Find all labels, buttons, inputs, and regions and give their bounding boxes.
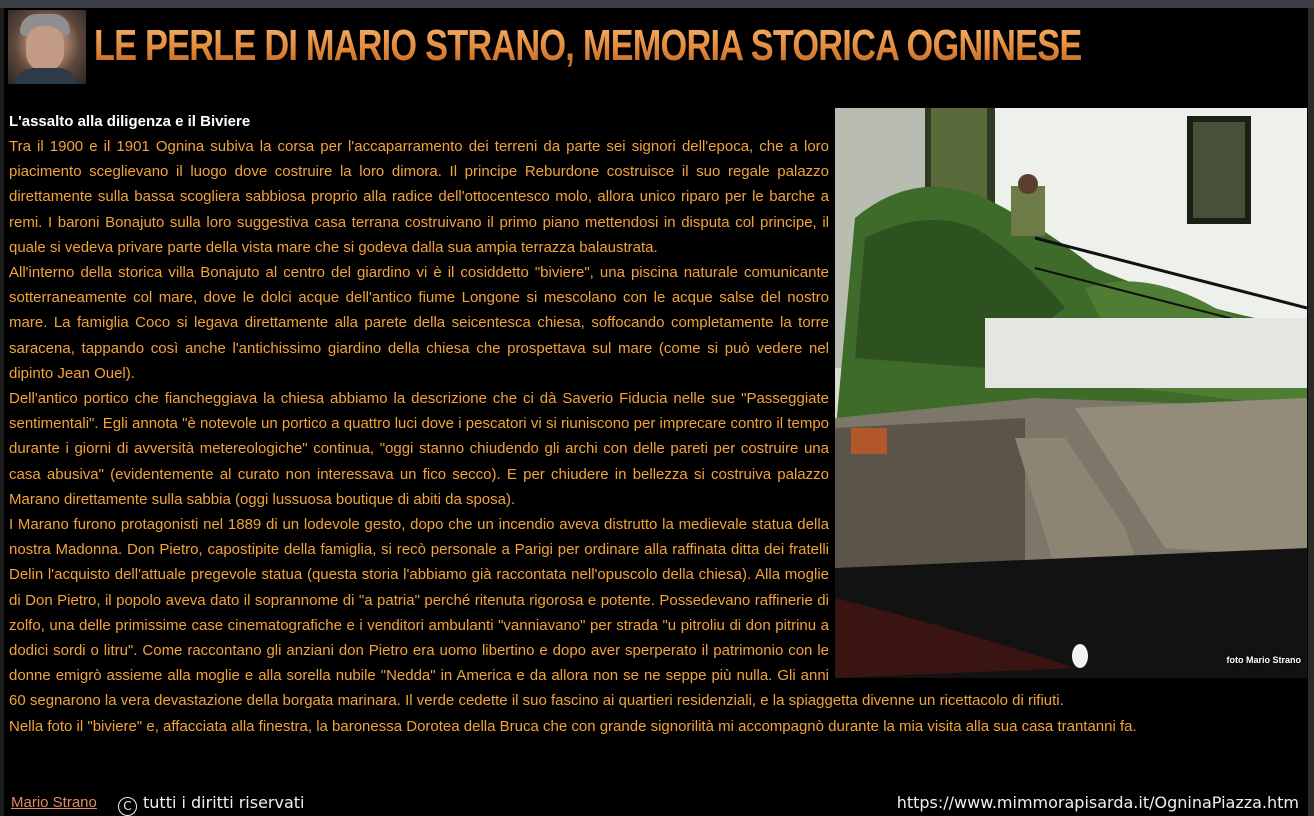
article-body <box>9 134 1307 739</box>
article-paragraph: I Marano furono protagonisti nel 1889 di un lodevole gesto, dopo che un incendio aveva distrutto la medievale statua della nostra Madonna. Don Pietro, capostipite della famiglia, si recò personale a Parigi per ordinare alla raffinata ditta dei fratelli Delin l'acquisto dell'attuale pregevole statua (questa storia l'abbiamo già raccontata nell'opuscolo della chiesa). Alla moglie di Don Pietro, il popolo aveva dato il soprannome di "a patria" perché ritenuta rigorosa e potente. Possedevano raffinerie di zolfo, una delle primissime case cinematografiche e i venditori ambulanti "vanniavano" per strada "u pitroliu di don pitrinu a dodici sordi o litru". Come raccontano gli anziani don Pietro era uomo libertino e dopo aver sperperato il patrimonio con le donne emigrò assieme alla moglie e alla sorella nubile "Nedda" in America e da allora non se ne seppe più nulla. Gli anni 60 segnarono la vera devastazione della borgata marinara. Il verde cedette il suo fascino ai quartieri residenziali, e la spiaggetta divenne un ricettacolo di rifiuti. <box>9 516 1064 710</box>
rights-text: tutti i diritti riservati <box>143 793 305 812</box>
banner-title: LE PERLE DI MARIO STRANO, MEMORIA STORICA OGNINESE <box>94 16 1081 76</box>
page-footer <box>0 790 1314 816</box>
article-paragraph: All'interno della storica villa Bonajuto al centro del giardino vi è il cosiddetto "biviere", una piscina naturale comunicante sotterraneamente col mare, dove le dolci acque dell'antico fiume Longone si mescolano con le acque salse del nostro mare. La famiglia Coco si legava direttamente alla parete della seicentesca chiesa, soffocando completamente la torre saracena, tappando così anche l'antichissimo giardino della chiesa che prospettava sul mare (come si può vedere nel dipinto Jean Ouel). <box>9 264 829 382</box>
window-left-edge <box>0 8 4 816</box>
article-paragraph: Nella foto il "biviere" e, affacciata alla finestra, la baronessa Dorotea della Bruca che con grande signorilità mi accompagnò durante la mia visita alla sua casa trantanni fa. <box>9 717 1137 735</box>
article-title: L'assalto alla diligenza e il Biviere <box>9 113 251 130</box>
copyright-icon: C <box>118 797 137 816</box>
biviere-photo-illustration <box>835 108 1307 678</box>
photo-credit: foto Mario Strano <box>1226 654 1301 665</box>
article-paragraph: Tra il 1900 e il 1901 Ognina subiva la corsa per l'accaparramento dei terreni da parte sei signori dell'epoca, che a loro piacimento sceglievano il luogo dove costruire la loro dimora. Il principe Reburdone costruisce il suo regale palazzo direttamente sulla bassa scogliera sabbiosa proprio alla radice dell'ottocentesco molo, allora unico riparo per le barche a remi. I baroni Bonajuto sulla loro suggestiva casa terrana costruivano il primo piano mettendosi in disputa col principe, il quale si vedeva privare parte della vista mare che si godeva dalla sua ampia terrazza balaustrata. <box>9 138 829 256</box>
article-paragraph: Dell'antico portico che fiancheggiava la chiesa abbiamo la descrizione che ci dà Saverio Fiducia nelle sue "Passeggiate sentimentali". Egli annota "è notevole un portico a quattro luci dove i pescatori vi si riuniscono per imprecare contro il tempo durante i giorni di avversità metereologiche" continua, "oggi stanno chiudendo gli archi con delle pareti per costruire una casa abusiva" (evidentemente al curato non interessava un fico secco). E per chiudere in bellezza si costruiva palazzo Marano direttamente sulla sabbia (oggi lussuosa boutique di abiti da sposa). <box>9 390 829 508</box>
rights-notice <box>118 793 305 816</box>
author-link[interactable]: Mario Strano <box>11 794 97 811</box>
biviere-photo <box>835 108 1307 678</box>
author-portrait-photo <box>8 10 86 84</box>
browser-top-bar <box>0 0 1314 8</box>
page-url: https://www.mimmorapisarda.it/OgninaPiazza.htm <box>896 793 1299 812</box>
page-header <box>8 10 1082 84</box>
window-scrollbar[interactable] <box>1308 8 1314 816</box>
